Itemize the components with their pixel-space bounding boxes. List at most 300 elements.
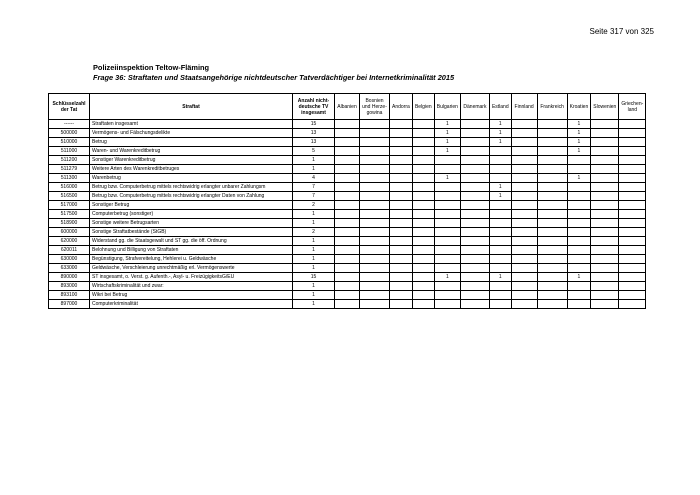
count-cell [511, 210, 537, 219]
count-cell [567, 219, 591, 228]
count-cell: 1 [567, 147, 591, 156]
count-cell [460, 228, 489, 237]
offense-name-cell: Sonstige Straftatbestände (StGB) [90, 228, 293, 237]
count-cell [360, 165, 390, 174]
count-cell [390, 255, 413, 264]
count-cell [489, 174, 511, 183]
count-cell [619, 246, 646, 255]
count-cell [460, 174, 489, 183]
organization-title: Polizeiinspektion Teltow-Fläming [93, 63, 210, 72]
count-cell [412, 129, 434, 138]
offense-name-cell: Vermögens- und Fälschungsdelikte [90, 129, 293, 138]
count-cell [619, 237, 646, 246]
offense-key-cell: 517000 [49, 201, 90, 210]
offense-name-cell: Wikri bei Betrug [90, 291, 293, 300]
count-cell [489, 255, 511, 264]
count-cell [537, 201, 567, 210]
count-cell: 13 [293, 129, 335, 138]
count-cell [537, 237, 567, 246]
count-cell: 5 [293, 147, 335, 156]
count-cell [511, 174, 537, 183]
count-cell [412, 291, 434, 300]
count-cell [511, 219, 537, 228]
offense-key-cell: 897000 [49, 300, 90, 309]
count-cell: 1 [293, 300, 335, 309]
count-cell [489, 300, 511, 309]
count-cell [434, 291, 460, 300]
offense-name-cell: Sonstiger Warenkreditbetrug [90, 156, 293, 165]
count-cell [591, 174, 619, 183]
count-cell: 1 [293, 165, 335, 174]
count-cell [412, 174, 434, 183]
offense-name-cell: Computerkriminalität [90, 300, 293, 309]
statistics-table [48, 93, 646, 309]
count-cell [390, 219, 413, 228]
column-header: Finnland [511, 94, 537, 120]
count-cell [335, 219, 360, 228]
count-cell [537, 210, 567, 219]
count-cell [335, 156, 360, 165]
count-cell: 7 [293, 192, 335, 201]
count-cell [567, 255, 591, 264]
count-cell [335, 237, 360, 246]
count-cell [591, 120, 619, 129]
table-row [49, 228, 646, 237]
count-cell [537, 228, 567, 237]
offense-key-cell: 511300 [49, 174, 90, 183]
count-cell [335, 273, 360, 282]
offense-name-cell: Betrug [90, 138, 293, 147]
offense-key-cell: 630000 [49, 255, 90, 264]
count-cell [360, 291, 390, 300]
column-header: Belgien [412, 94, 434, 120]
count-cell [360, 237, 390, 246]
offense-name-cell: Widerstand gg. die Staatsgewalt und ST gg. die öff. Ordnung [90, 237, 293, 246]
count-cell [390, 156, 413, 165]
offense-key-cell: 600000 [49, 228, 90, 237]
offense-key-cell: 517500 [49, 210, 90, 219]
count-cell [390, 300, 413, 309]
count-cell [360, 246, 390, 255]
count-cell [460, 129, 489, 138]
count-cell [434, 156, 460, 165]
count-cell: 1 [489, 192, 511, 201]
count-cell [434, 183, 460, 192]
count-cell [434, 228, 460, 237]
column-header: Schlüsselzahl der Tat [49, 94, 90, 120]
table-row [49, 165, 646, 174]
count-cell [619, 129, 646, 138]
count-cell [434, 165, 460, 174]
count-cell [619, 147, 646, 156]
count-cell [460, 282, 489, 291]
count-cell [537, 147, 567, 156]
count-cell: 1 [434, 147, 460, 156]
count-cell [412, 165, 434, 174]
count-cell [360, 192, 390, 201]
count-cell: 1 [293, 246, 335, 255]
count-cell [335, 264, 360, 273]
count-cell: 1 [293, 219, 335, 228]
count-cell [511, 282, 537, 291]
count-cell [567, 264, 591, 273]
column-header: Straftat [90, 94, 293, 120]
count-cell [460, 201, 489, 210]
count-cell [360, 255, 390, 264]
count-cell [537, 219, 567, 228]
count-cell [390, 120, 413, 129]
count-cell [591, 255, 619, 264]
count-cell [412, 273, 434, 282]
count-cell [567, 237, 591, 246]
count-cell [591, 246, 619, 255]
count-cell [619, 192, 646, 201]
count-cell: 1 [489, 138, 511, 147]
count-cell [335, 129, 360, 138]
count-cell: 1 [293, 237, 335, 246]
count-cell [511, 183, 537, 192]
count-cell [390, 228, 413, 237]
count-cell [591, 219, 619, 228]
count-cell [390, 264, 413, 273]
count-cell [619, 219, 646, 228]
count-cell [567, 291, 591, 300]
count-cell [335, 255, 360, 264]
offense-name-cell: Warenbetrug [90, 174, 293, 183]
offense-key-cell: 893100 [49, 291, 90, 300]
count-cell [619, 120, 646, 129]
offense-name-cell: Waren- und Warenkreditbetrug [90, 147, 293, 156]
count-cell [511, 201, 537, 210]
count-cell [412, 201, 434, 210]
count-cell [360, 264, 390, 273]
count-cell: 1 [293, 282, 335, 291]
count-cell [537, 255, 567, 264]
count-cell [460, 120, 489, 129]
count-cell [489, 165, 511, 174]
count-cell: 1 [434, 174, 460, 183]
count-cell [335, 174, 360, 183]
count-cell [567, 201, 591, 210]
count-cell [567, 165, 591, 174]
count-cell [537, 291, 567, 300]
count-cell [591, 156, 619, 165]
count-cell [511, 228, 537, 237]
count-cell [537, 300, 567, 309]
count-cell: 15 [293, 120, 335, 129]
column-header: Slowenien [591, 94, 619, 120]
count-cell: 1 [434, 273, 460, 282]
count-cell [434, 210, 460, 219]
offense-key-cell: 633000 [49, 264, 90, 273]
count-cell [591, 165, 619, 174]
count-cell [460, 219, 489, 228]
count-cell [619, 201, 646, 210]
count-cell [390, 273, 413, 282]
count-cell [360, 282, 390, 291]
count-cell [390, 147, 413, 156]
table-row [49, 237, 646, 246]
count-cell [390, 291, 413, 300]
count-cell [591, 273, 619, 282]
count-cell [412, 183, 434, 192]
count-cell [619, 183, 646, 192]
column-header: Bulgarien [434, 94, 460, 120]
count-cell [335, 246, 360, 255]
offense-name-cell: Begünstigung, Strafvereitelung, Hehlerei u. Geldwäsche [90, 255, 293, 264]
offense-name-cell: Computerbetrug (sonstiger) [90, 210, 293, 219]
table-row [49, 264, 646, 273]
document-heading [93, 63, 454, 83]
count-cell [434, 237, 460, 246]
count-cell [460, 156, 489, 165]
count-cell [537, 156, 567, 165]
count-cell [412, 228, 434, 237]
count-cell [489, 156, 511, 165]
count-cell [390, 201, 413, 210]
count-cell: 1 [293, 264, 335, 273]
count-cell [360, 138, 390, 147]
count-cell [511, 129, 537, 138]
column-header: Griechen-land [619, 94, 646, 120]
column-header: Albanien [335, 94, 360, 120]
count-cell [619, 165, 646, 174]
count-cell [412, 282, 434, 291]
count-cell [390, 138, 413, 147]
offense-key-cell: 893000 [49, 282, 90, 291]
count-cell [412, 156, 434, 165]
count-cell [360, 174, 390, 183]
table-row [49, 147, 646, 156]
count-cell [511, 300, 537, 309]
table-row [49, 120, 646, 129]
count-cell: 7 [293, 183, 335, 192]
count-cell [460, 210, 489, 219]
offense-name-cell: ST insgesamt, o. Verst. g. Aufenth.-, Asyl- u. FreizügigkeitsG/EU [90, 273, 293, 282]
offense-key-cell: 620000 [49, 237, 90, 246]
count-cell [537, 183, 567, 192]
count-cell: 2 [293, 228, 335, 237]
count-cell [412, 120, 434, 129]
count-cell [460, 300, 489, 309]
count-cell [390, 129, 413, 138]
count-cell [537, 282, 567, 291]
count-cell [335, 282, 360, 291]
count-cell [591, 210, 619, 219]
count-cell [567, 228, 591, 237]
count-cell [511, 246, 537, 255]
count-cell [335, 192, 360, 201]
count-cell [591, 138, 619, 147]
count-cell [460, 255, 489, 264]
count-cell [489, 282, 511, 291]
count-cell [619, 138, 646, 147]
offense-key-cell: 511279 [49, 165, 90, 174]
count-cell [619, 291, 646, 300]
count-cell [460, 291, 489, 300]
table-row [49, 255, 646, 264]
offense-name-cell: Belohnung und Billigung von Straftaten [90, 246, 293, 255]
count-cell [390, 192, 413, 201]
count-cell [619, 282, 646, 291]
count-cell [360, 129, 390, 138]
count-cell [537, 165, 567, 174]
count-cell [335, 291, 360, 300]
table-row [49, 183, 646, 192]
count-cell [434, 201, 460, 210]
offense-key-cell: 518900 [49, 219, 90, 228]
count-cell [390, 246, 413, 255]
count-cell [511, 156, 537, 165]
count-cell [567, 246, 591, 255]
table-row [49, 174, 646, 183]
count-cell [335, 300, 360, 309]
table-header-row [49, 94, 646, 120]
count-cell [434, 219, 460, 228]
count-cell: 1 [293, 291, 335, 300]
count-cell: 1 [434, 138, 460, 147]
count-cell [537, 120, 567, 129]
count-cell [537, 174, 567, 183]
count-cell [460, 237, 489, 246]
table-row [49, 219, 646, 228]
offense-key-cell: ------ [49, 120, 90, 129]
count-cell [335, 120, 360, 129]
count-cell [591, 237, 619, 246]
table-row [49, 210, 646, 219]
count-cell [434, 264, 460, 273]
count-cell [511, 237, 537, 246]
count-cell: 1 [293, 210, 335, 219]
count-cell [460, 138, 489, 147]
count-cell [511, 120, 537, 129]
count-cell [412, 147, 434, 156]
count-cell [335, 228, 360, 237]
table-row [49, 201, 646, 210]
count-cell [434, 282, 460, 291]
offense-name-cell: Sonstige weitere Betrugsarten [90, 219, 293, 228]
count-cell [434, 246, 460, 255]
count-cell [360, 300, 390, 309]
page-number: Seite 317 von 325 [589, 27, 654, 36]
count-cell: 4 [293, 174, 335, 183]
count-cell [412, 210, 434, 219]
count-cell [489, 210, 511, 219]
count-cell [619, 228, 646, 237]
count-cell [511, 165, 537, 174]
count-cell [489, 147, 511, 156]
count-cell [360, 147, 390, 156]
count-cell [489, 246, 511, 255]
column-header: Anzahl nicht-deutsche TV insgesamt [293, 94, 335, 120]
count-cell [511, 273, 537, 282]
count-cell [360, 183, 390, 192]
count-cell [567, 210, 591, 219]
count-cell [591, 192, 619, 201]
count-cell [335, 201, 360, 210]
count-cell [567, 282, 591, 291]
count-cell [511, 255, 537, 264]
count-cell [412, 138, 434, 147]
table-row [49, 291, 646, 300]
offense-name-cell: Betrug bzw. Computerbetrug mittels rechtswidrig erlangter unbarer Zahlungsm [90, 183, 293, 192]
count-cell: 1 [567, 273, 591, 282]
table-row [49, 246, 646, 255]
offense-name-cell: Straftaten insgesamt [90, 120, 293, 129]
count-cell: 1 [489, 129, 511, 138]
count-cell [511, 138, 537, 147]
count-cell [619, 273, 646, 282]
offense-name-cell: Weitere Arten des Warenkreditbetruges [90, 165, 293, 174]
column-header: Kroatien [567, 94, 591, 120]
count-cell [511, 192, 537, 201]
count-cell [360, 273, 390, 282]
count-cell [537, 138, 567, 147]
count-cell: 15 [293, 273, 335, 282]
offense-name-cell: Geldwäsche, Verschleierung unrechtmäßig erl. Vermögenswerte [90, 264, 293, 273]
offense-key-cell: 620011 [49, 246, 90, 255]
count-cell [360, 156, 390, 165]
count-cell: 1 [567, 129, 591, 138]
question-title: Frage 36: Straftaten und Staatsangehörige nichtdeutscher Tatverdächtiger bei Internetkriminalität 2015 [93, 73, 455, 82]
count-cell [591, 201, 619, 210]
column-header: Estland [489, 94, 511, 120]
count-cell [390, 183, 413, 192]
column-header: Frankreich [537, 94, 567, 120]
column-header: Dänemark [460, 94, 489, 120]
count-cell: 1 [434, 129, 460, 138]
count-cell [591, 300, 619, 309]
count-cell [460, 264, 489, 273]
count-cell [511, 291, 537, 300]
table-row [49, 300, 646, 309]
table-row [49, 273, 646, 282]
count-cell [412, 264, 434, 273]
offense-key-cell: 516000 [49, 183, 90, 192]
count-cell [390, 210, 413, 219]
count-cell [390, 282, 413, 291]
count-cell [591, 129, 619, 138]
count-cell [360, 201, 390, 210]
count-cell [460, 273, 489, 282]
count-cell [591, 264, 619, 273]
count-cell [335, 210, 360, 219]
count-cell [360, 120, 390, 129]
offense-key-cell: 500000 [49, 129, 90, 138]
count-cell [460, 147, 489, 156]
table-row [49, 282, 646, 291]
count-cell: 1 [489, 183, 511, 192]
table-row [49, 138, 646, 147]
count-cell: 1 [567, 138, 591, 147]
count-cell [537, 264, 567, 273]
count-cell [489, 291, 511, 300]
count-cell [591, 228, 619, 237]
count-cell: 2 [293, 201, 335, 210]
count-cell: 1 [489, 273, 511, 282]
count-cell [567, 156, 591, 165]
offense-key-cell: 511000 [49, 147, 90, 156]
count-cell [360, 228, 390, 237]
count-cell [335, 147, 360, 156]
count-cell [335, 165, 360, 174]
count-cell [619, 156, 646, 165]
count-cell [460, 183, 489, 192]
count-cell: 1 [434, 120, 460, 129]
count-cell [412, 300, 434, 309]
count-cell [537, 273, 567, 282]
count-cell [390, 174, 413, 183]
